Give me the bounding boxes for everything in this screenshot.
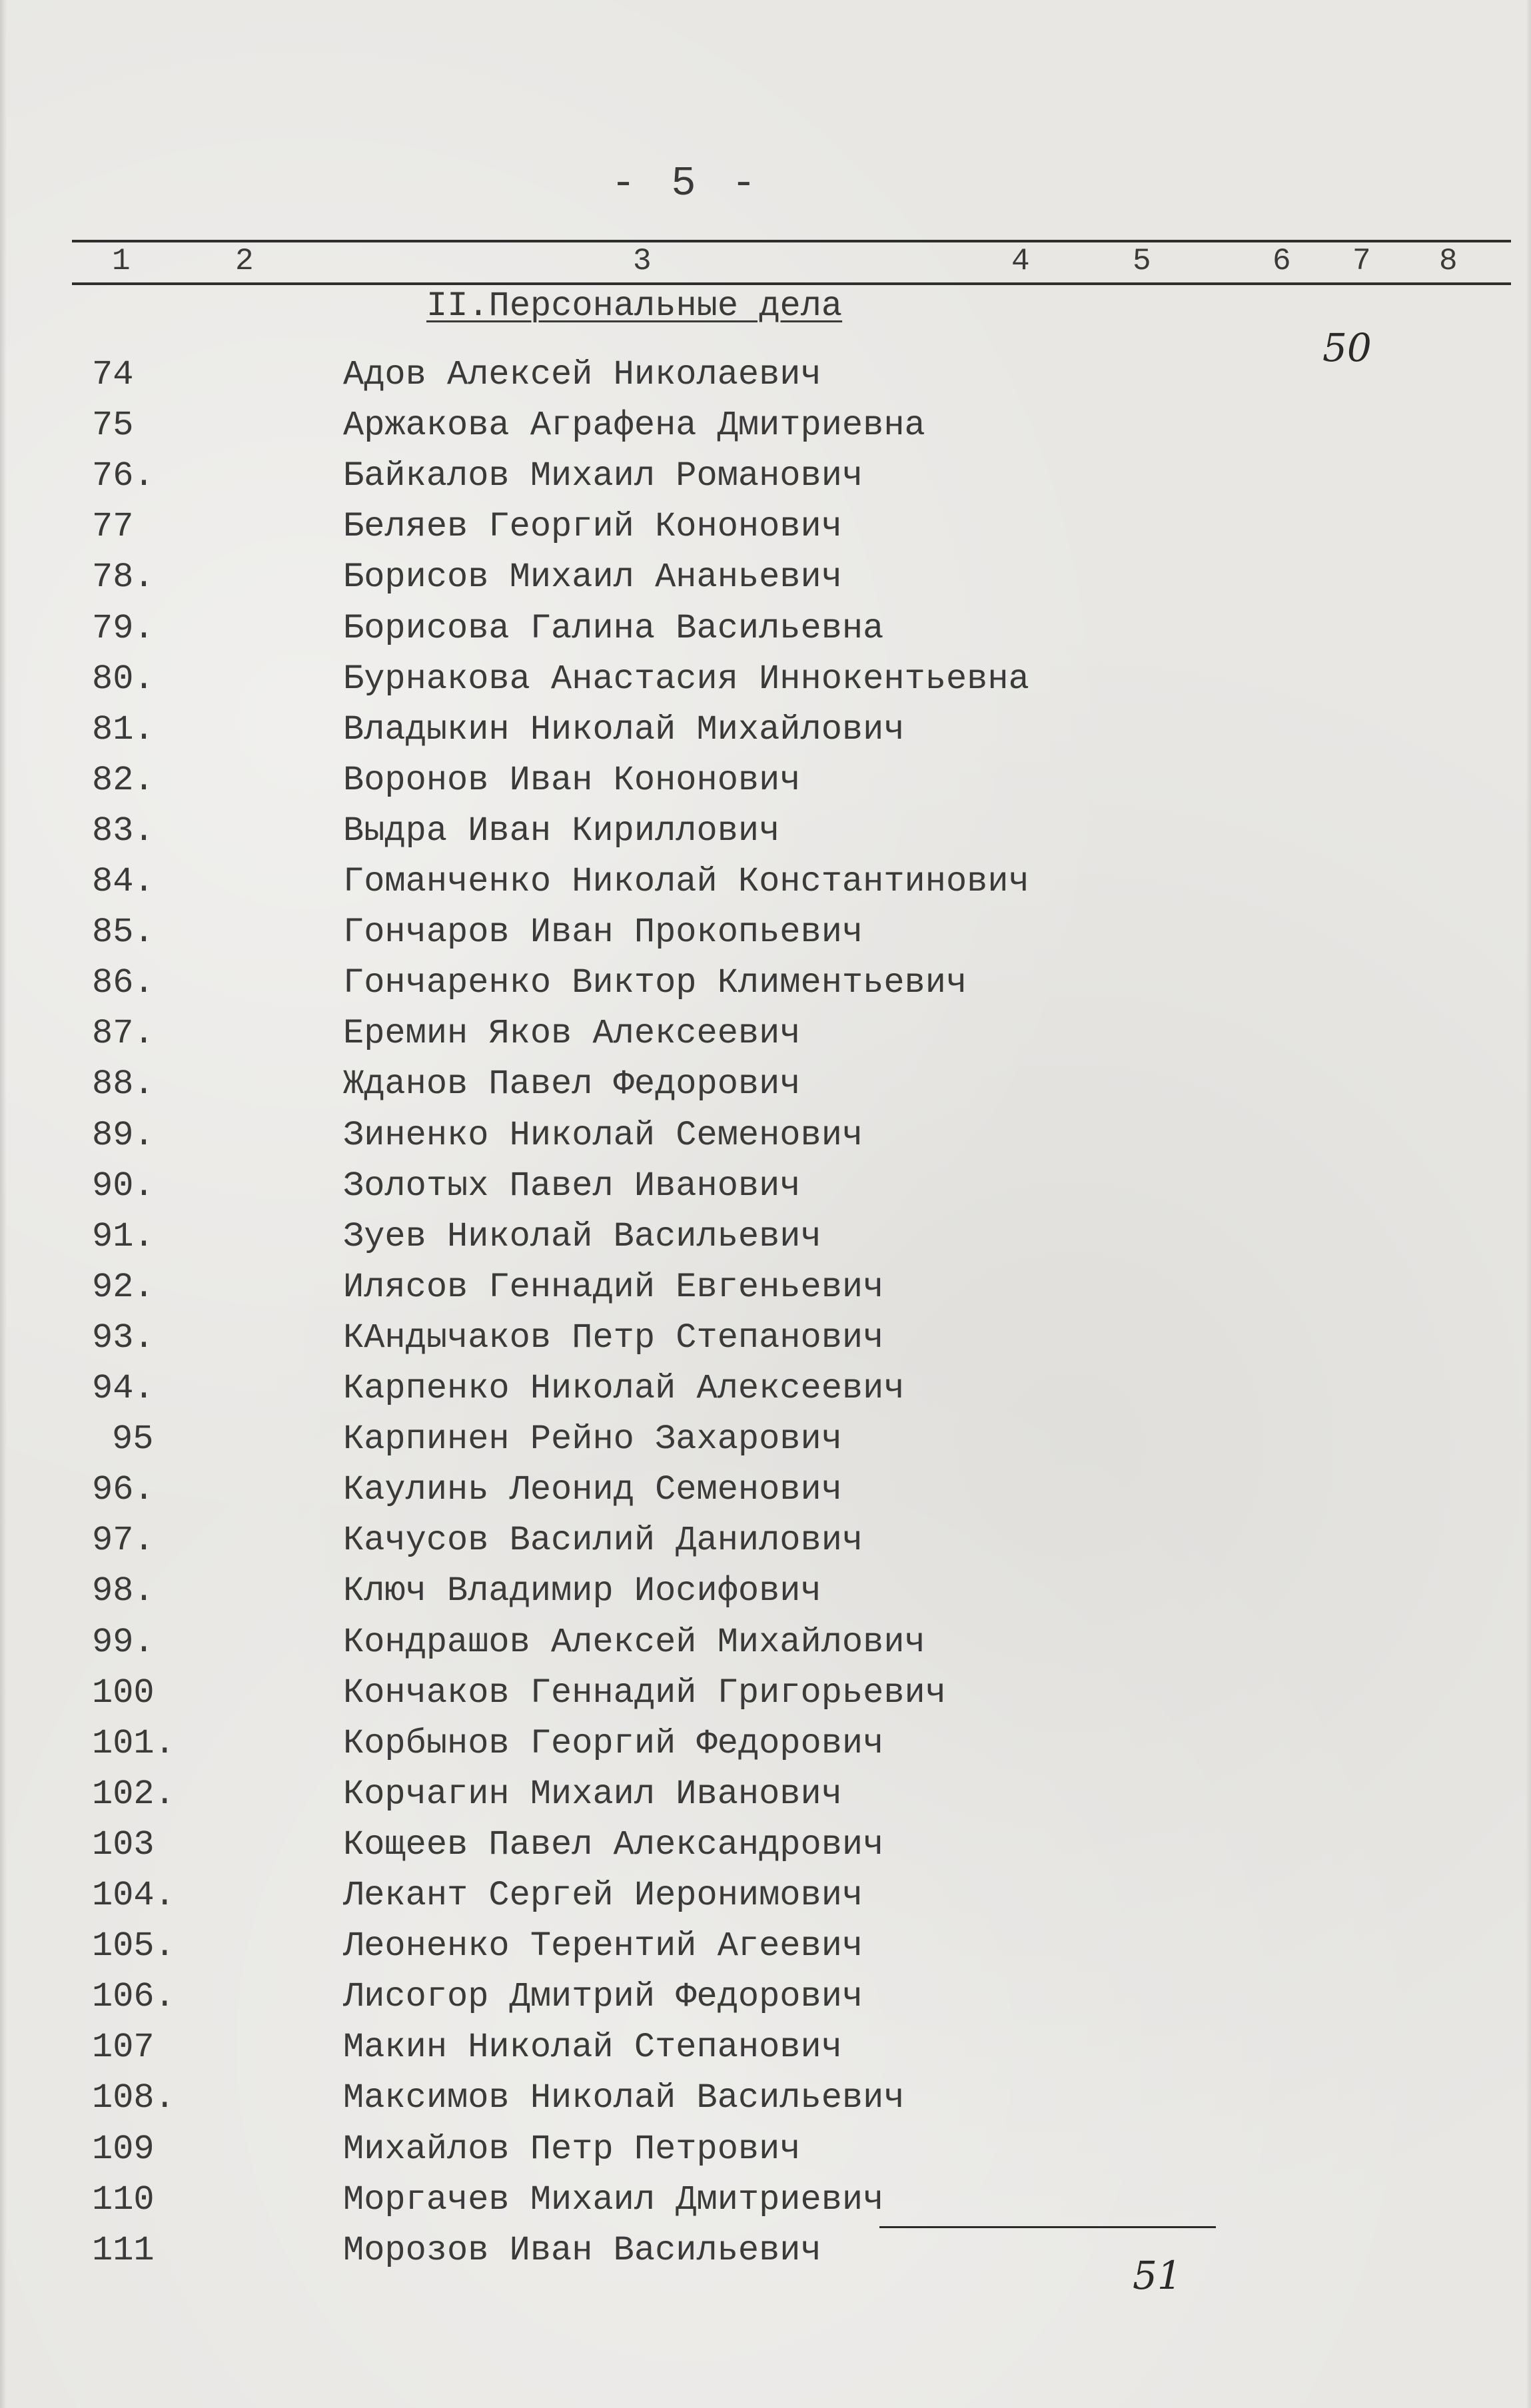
row-name: Байкалов Михаил Романович <box>343 456 863 496</box>
row-number: 75 <box>92 406 134 445</box>
row-number: 110 <box>92 2180 155 2219</box>
row-number: 79. <box>92 609 155 648</box>
row-name: Каулинь Леонид Семенович <box>343 1470 842 1509</box>
row-number: 111 <box>92 2231 155 2270</box>
row-number: 105. <box>92 1926 175 1966</box>
header-col-3: 3 <box>633 244 652 278</box>
row-name: Зиненко Николай Семенович <box>343 1116 863 1155</box>
row-number: 102. <box>92 1775 175 1814</box>
handwritten-folio-bottom: 51 <box>1133 2253 1182 2298</box>
row-name: Золотых Павел Иванович <box>343 1166 801 1206</box>
row-number: 97. <box>92 1521 155 1560</box>
page-number: - 5 - <box>610 160 762 207</box>
row-name: Еремин Яков Алексеевич <box>343 1014 801 1053</box>
row-number: 89. <box>92 1116 155 1155</box>
row-name: Владыкин Николай Михайлович <box>343 710 905 749</box>
row-number: 80. <box>92 659 155 699</box>
row-name: Гоманченко Николай Константинович <box>343 862 1029 901</box>
table-header <box>72 240 1511 285</box>
row-number: 81. <box>92 710 155 749</box>
row-number: 107 <box>92 2028 155 2067</box>
row-number: 99. <box>92 1623 155 1662</box>
row-number: 82. <box>92 761 155 800</box>
row-name: Борисов Михаил Ананьевич <box>343 558 842 597</box>
row-number: 109 <box>92 2130 155 2169</box>
row-name: Воронов Иван Кононович <box>343 761 801 800</box>
row-name: Лисогор Дмитрий Федорович <box>343 1977 863 2016</box>
row-number: 85. <box>92 913 155 952</box>
header-col-2: 2 <box>235 244 254 278</box>
closing-rule-line <box>879 2226 1216 2228</box>
row-number: 77 <box>92 507 134 546</box>
header-col-4: 4 <box>1011 244 1030 278</box>
row-name: Кощеев Павел Александрович <box>343 1825 884 1864</box>
row-name: Гончаренко Виктор Климентьевич <box>343 963 967 1003</box>
row-name: Аржакова Аграфена Дмитриевна <box>343 406 925 445</box>
row-number: 101. <box>92 1724 175 1763</box>
row-name: Михайлов Петр Петрович <box>343 2130 801 2169</box>
row-number: 93. <box>92 1318 155 1358</box>
row-number: 84. <box>92 862 155 901</box>
header-col-8: 8 <box>1439 244 1458 278</box>
row-name: Кончаков Геннадий Григорьевич <box>343 1673 946 1713</box>
row-name: Корбынов Георгий Федорович <box>343 1724 884 1763</box>
row-number: 94. <box>92 1369 155 1408</box>
row-number: 74 <box>92 355 134 394</box>
row-name: Корчагин Михаил Иванович <box>343 1775 842 1814</box>
row-number: 98. <box>92 1571 155 1611</box>
row-number: 76. <box>92 456 155 496</box>
header-col-1: 1 <box>112 244 131 278</box>
row-name: Илясов Геннадий Евгеньевич <box>343 1268 884 1307</box>
row-name: КАндычаков Петр Степанович <box>343 1318 884 1358</box>
row-name: Беляев Георгий Кононович <box>343 507 842 546</box>
row-name: Адов Алексей Николаевич <box>343 355 821 394</box>
section-title: II.Персональные дела <box>426 286 843 326</box>
row-name: Максимов Николай Васильевич <box>343 2078 905 2118</box>
row-number: 95 <box>112 1419 154 1459</box>
row-name: Леоненко Терентий Агеевич <box>343 1926 863 1966</box>
row-number: 88. <box>92 1064 155 1104</box>
handwritten-folio-top: 50 <box>1322 325 1372 370</box>
row-name: Выдра Иван Кириллович <box>343 811 780 851</box>
row-name: Морозов Иван Васильевич <box>343 2231 821 2270</box>
header-col-7: 7 <box>1352 244 1371 278</box>
row-number: 78. <box>92 558 155 597</box>
row-name: Качусов Василий Данилович <box>343 1521 863 1560</box>
row-name: Бурнакова Анастасия Иннокентьевна <box>343 659 1029 699</box>
row-name: Кондрашов Алексей Михайлович <box>343 1623 925 1662</box>
header-col-5: 5 <box>1133 244 1151 278</box>
row-name: Карпинен Рейно Захарович <box>343 1419 842 1459</box>
row-number: 91. <box>92 1217 155 1256</box>
row-name: Макин Николай Степанович <box>343 2028 842 2067</box>
page-edge-left <box>0 0 7 2408</box>
row-number: 96. <box>92 1470 155 1509</box>
row-name: Ключ Владимир Иосифович <box>343 1571 821 1611</box>
row-number: 90. <box>92 1166 155 1206</box>
row-name: Борисова Галина Васильевна <box>343 609 884 648</box>
row-name: Карпенко Николай Алексеевич <box>343 1369 905 1408</box>
row-number: 100 <box>92 1673 155 1713</box>
row-number: 108. <box>92 2078 175 2118</box>
row-number: 83. <box>92 811 155 851</box>
row-number: 92. <box>92 1268 155 1307</box>
row-name: Гончаров Иван Прокопьевич <box>343 913 863 952</box>
row-name: Зуев Николай Васильевич <box>343 1217 821 1256</box>
row-number: 104. <box>92 1876 175 1915</box>
row-name: Лекант Сергей Иеронимович <box>343 1876 863 1915</box>
row-number: 86. <box>92 963 155 1003</box>
row-name: Жданов Павел Федорович <box>343 1064 801 1104</box>
page-edge-right <box>1526 0 1531 2408</box>
row-number: 103 <box>92 1825 155 1864</box>
row-name: Моргачев Михаил Дмитриевич <box>343 2180 884 2219</box>
header-col-6: 6 <box>1273 244 1291 278</box>
row-number: 87. <box>92 1014 155 1053</box>
row-number: 106. <box>92 1977 175 2016</box>
